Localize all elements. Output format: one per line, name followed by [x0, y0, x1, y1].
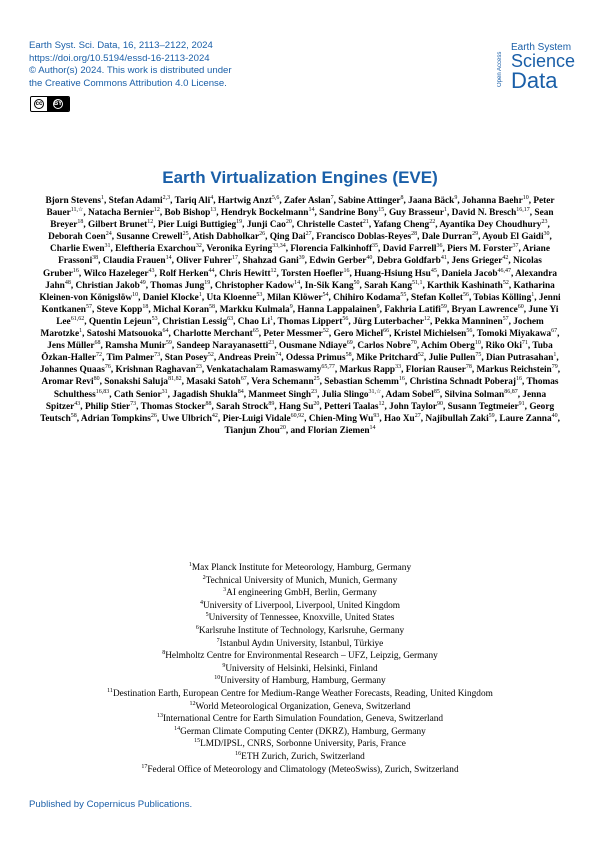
affiliation-number: 8 [162, 650, 166, 657]
affiliation-number: 7 [216, 637, 220, 644]
affiliation-number: 16 [235, 750, 242, 757]
affiliation-number: 11 [107, 687, 113, 694]
affiliation-item [20, 713, 580, 726]
affiliation-text: German Climate Computing Center (DKRZ), Hamburg, Germany [180, 726, 426, 737]
copyright-line: © Author(s) 2024. This work is distributed under [29, 65, 232, 77]
affiliation-number: 17 [141, 763, 148, 770]
affiliation-number: 4 [199, 599, 203, 606]
affiliation-number: 1 [188, 561, 192, 568]
affiliation-item [20, 612, 580, 625]
affiliation-text: ETH Zurich, Zurich, Switzerland [241, 751, 365, 762]
affiliation-text: AI engineering GmbH, Berlin, Germany [226, 588, 377, 599]
affiliation-text: Max Planck Institute for Meteorology, Hamburg, Germany [191, 563, 412, 573]
publisher-footer: Published by Copernicus Publications. [29, 799, 193, 810]
affiliation-text: University of Helsinki, Helsinki, Finland [225, 663, 378, 674]
affiliation-item [20, 562, 580, 575]
affiliation-number: 3 [223, 587, 227, 594]
affiliation-item [20, 587, 580, 600]
doi-link[interactable]: https://doi.org/10.5194/essd-16-2113-2024 [29, 52, 210, 64]
paper-title: Earth Virtualization Engines (EVE) [162, 168, 438, 187]
affiliation-text: Karlsruhe Institute of Technology, Karlsruhe, Germany [198, 625, 405, 636]
affiliation-number: 13 [156, 713, 163, 720]
affiliation-item [20, 600, 580, 613]
logo-line-3: Data [511, 68, 558, 93]
affiliation-number: 14 [174, 725, 181, 732]
affiliation-text: University of Tennessee, Knoxville, United States [208, 613, 395, 624]
citation-line: Earth Syst. Sci. Data, 16, 2113–2122, 2024 [29, 40, 213, 51]
affiliation-list [20, 562, 580, 776]
affiliation-text: Technical University of Munich, Munich, Germany [205, 575, 398, 586]
affiliation-text: University of Liverpool, Liverpool, United Kingdom [202, 600, 400, 611]
affiliation-item [20, 625, 580, 638]
article-meta [29, 40, 429, 90]
affiliation-item [20, 738, 580, 751]
affiliation-item [20, 701, 580, 714]
affiliation-item [20, 675, 580, 688]
affiliation-item [20, 575, 580, 588]
affiliation-number: 5 [205, 612, 209, 619]
by-person-icon: BY [53, 101, 63, 107]
cc-icon: cc [35, 101, 43, 107]
affiliation-text: Federal Office of Meteorology and Climatology (MeteoSwiss), Zurich, Switzerland [147, 764, 459, 775]
affiliation-item [20, 751, 580, 764]
affiliation-item [20, 650, 580, 663]
affiliation-text: Helmholtz Centre for Environmental Research – UFZ, Leipzig, Germany [165, 651, 438, 662]
logo-line-1: Earth System [511, 42, 572, 53]
affiliation-number: 9 [222, 662, 226, 669]
affiliation-text: World Meteorological Organization, Geneva, Switzerland [195, 701, 411, 712]
affiliation-number: 6 [195, 624, 199, 631]
affiliation-text: University of Hamburg, Hamburg, Germany [220, 676, 386, 687]
affiliation-number: 12 [189, 700, 196, 707]
affiliation-text: International Centre for Earth Simulation Foundation, Geneva, Switzerland [162, 714, 444, 725]
author-list: Bjorn Stevens$^1$, Stefan Adami$^{2,3}$, Tariq Ali$^4$, Hartwig Anzt$^{5,6}$, Zafer Aslan$^7$, Sabine Attinger$^8$, Jaana Bäck$^9$, Johanna Baehr$^{10}$, Peter Bauer$^{11,☆}$, Natacha Bernier$^{12}$, Bob Bishop$^{13}$, Hendryk Bockelmann$^{14}$, Sandrine Bony$^{15}$, Guy Brasseur$^1$, David N. Bresch$^{16,17}$, Sean Breyer$^{18}$, Gilbert Brunet$^{12}$, Pier Luigi Buttigieg$^{19}$, Junji Cao$^{20}$, Christelle Castet$^{21}$, Yafang Cheng$^{22}$, Ayantika Dey Choudhury$^{23}$, Deborah Coen$^{24}$, Susanne Crewell$^{25}$, Atish Dabholkar$^{26}$, Qing Dai$^{27}$, Francisco Doblas-Reyes$^{28}$, Dale Durran$^{29}$, Ayoub El Gaidi$^{30}$, Charlie Ewen$^{31}$, Eleftheria Exarchou$^{32}$, Veronika Eyring$^{33,34}$, Florencia Falkinhoff$^{35}$, David Farrell$^{36}$, Piers M. Forster$^{37}$, Ariane Frassoni$^{38}$, Claudia Frauen$^{14}$, Oliver Fuhrer$^{17}$, Shahzad Gani$^{39}$, Edwin Gerber$^{40}$, Debra Goldfarb$^{41}$, Jens Grieger$^{42}$, Nicolas Gruber$^{16}$, Wilco Hazeleger$^{43}$, Rolf Herken$^{44}$, Chris Hewitt$^{12}$, Torsten Hoefler$^{16}$, Huang-Hsiung Hsu$^{45}$, Daniela Jacob$^{46,47}$, Alexandra Jahn$^{48}$, Christian Jakob$^{49}$, Thomas Jung$^{19}$, Christopher Kadow$^{14}$, In-Sik Kang$^{50}$, Sarah Kang$^{51,1}$, Karthik Kashinath$^{52}$, Katharina Kleinen-von Königslöw$^{10}$, Daniel Klocke$^1$, Uta Kloenne$^{53}$, Milan Klöwer$^{54}$, Chihiro Kodama$^{55}$, Stefan Kollet$^{56}$, Tobias Kölling$^1$, Jenni Kontkanen$^{57}$, Steve Kopp$^{18}$, Michal Koran$^{58}$, Markku Kulmala$^9$, Hanna Lappalainen$^9$, Fakhria Latifi$^{59}$, Bryan Lawrence$^{60}$, June Yi Lee$^{61,62}$, Quentin Lejeun$^{53}$, Christian Lessig$^{63}$, Chao Li$^1$, Thomas Lippert$^{56}$, Jürg Luterbacher$^{12}$, Pekka Manninen$^{57}$, Jochem Marotzke$^1$, Satoshi Matsouoka$^{64}$, Charlotte Merchant$^{65}$, Peter Messmer$^{52}$, Gero Michel$^{66}$, Kristel Michielsen$^{56}$, Tomoki Miyakawa$^{67}$, Jens Müller$^{68}$, Ramsha Munir$^{59}$, Sandeep Narayanasetti$^{23}$, Ousmane Ndiaye$^{69}$, Carlos Nobre$^{70}$, Achim Oberg$^{10}$, Riko Oki$^{71}$, Tuba Özkan-Haller$^{72}$, Tim Palmer$^{73}$, Stan Posey$^{52}$, Andreas Prein$^{74}$, Odessa Primus$^{58}$, Mike Pritchard$^{52}$, Julie Pullen$^{75}$, Dian Putrasahan$^1$, Johannes Quaas$^{76}$, Krishnan Raghavan$^{23}$, Venkatachalam Ramaswamy$^{65,77}$, Markus Rapp$^{33}$, Florian Rauser$^{78}$, Markus Reichstein$^{79}$, Aromar Revi$^{80}$, Sonakshi Saluja$^{81,82}$, Masaki Satoh$^{67}$, Vera Schemann$^{25}$, Sebastian Schemm$^{16}$, Christina Schnadt Poberaj$^{16}$, Thomas Schulthess$^{16,83}$, Cath Senior$^{31}$, Jagadish Shukla$^{84}$, Manmeet Singh$^{23}$, Julia Slingo$^{31,☆}$, Adam Sobel$^{85}$, Silvina Solman$^{86,87}$, Jenna Spitzer$^{43}$, Philip Stier$^{73}$, Thomas Stocker$^{88}$, Sarah Strock$^{89}$, Hang Su$^{20}$, Petteri Taalas$^{12}$, John Taylor$^{90}$, Susann Tegtmeier$^{91}$, Georg Teutsch$^{58}$, Adrian Tompkins$^{26}$, Uwe Ulbrich$^{42}$, Pier-Luigi Vidale$^{60,92}$, Chien-Ming Wu$^{93}$, Hao Xu$^{27}$, Najibullah Zaki$^{59}$, Laure Zanna$^{40}$, Tianjun Zhou$^{20}$, and Florian Ziemen$^{14}$ [39, 194, 561, 436]
journal-logo[interactable] [497, 40, 587, 96]
affiliation-number: 10 [214, 675, 221, 682]
license-line: the Creative Commons Attribution 4.0 License. [29, 77, 227, 89]
affiliation-item [20, 688, 580, 701]
affiliation-text: LMD/IPSL, CNRS, Sorbonne University, Paris, France [200, 739, 406, 750]
affiliation-text: Destination Earth, European Centre for Medium-Range Weather Forecasts, Reading, United Kingdom [112, 688, 493, 699]
affiliation-item [20, 726, 580, 739]
affiliation-text: Istanbul Aydın University, Istanbul, Türkiye [219, 638, 384, 649]
logo-line-2: Science [511, 51, 576, 71]
cc-by-badge[interactable] [30, 96, 70, 112]
affiliation-item [20, 764, 580, 777]
affiliation-number: 15 [194, 738, 201, 745]
affiliation-item [20, 638, 580, 651]
open-access-label: Open Access [497, 51, 503, 87]
affiliation-item [20, 663, 580, 676]
affiliation-number: 2 [202, 574, 206, 581]
